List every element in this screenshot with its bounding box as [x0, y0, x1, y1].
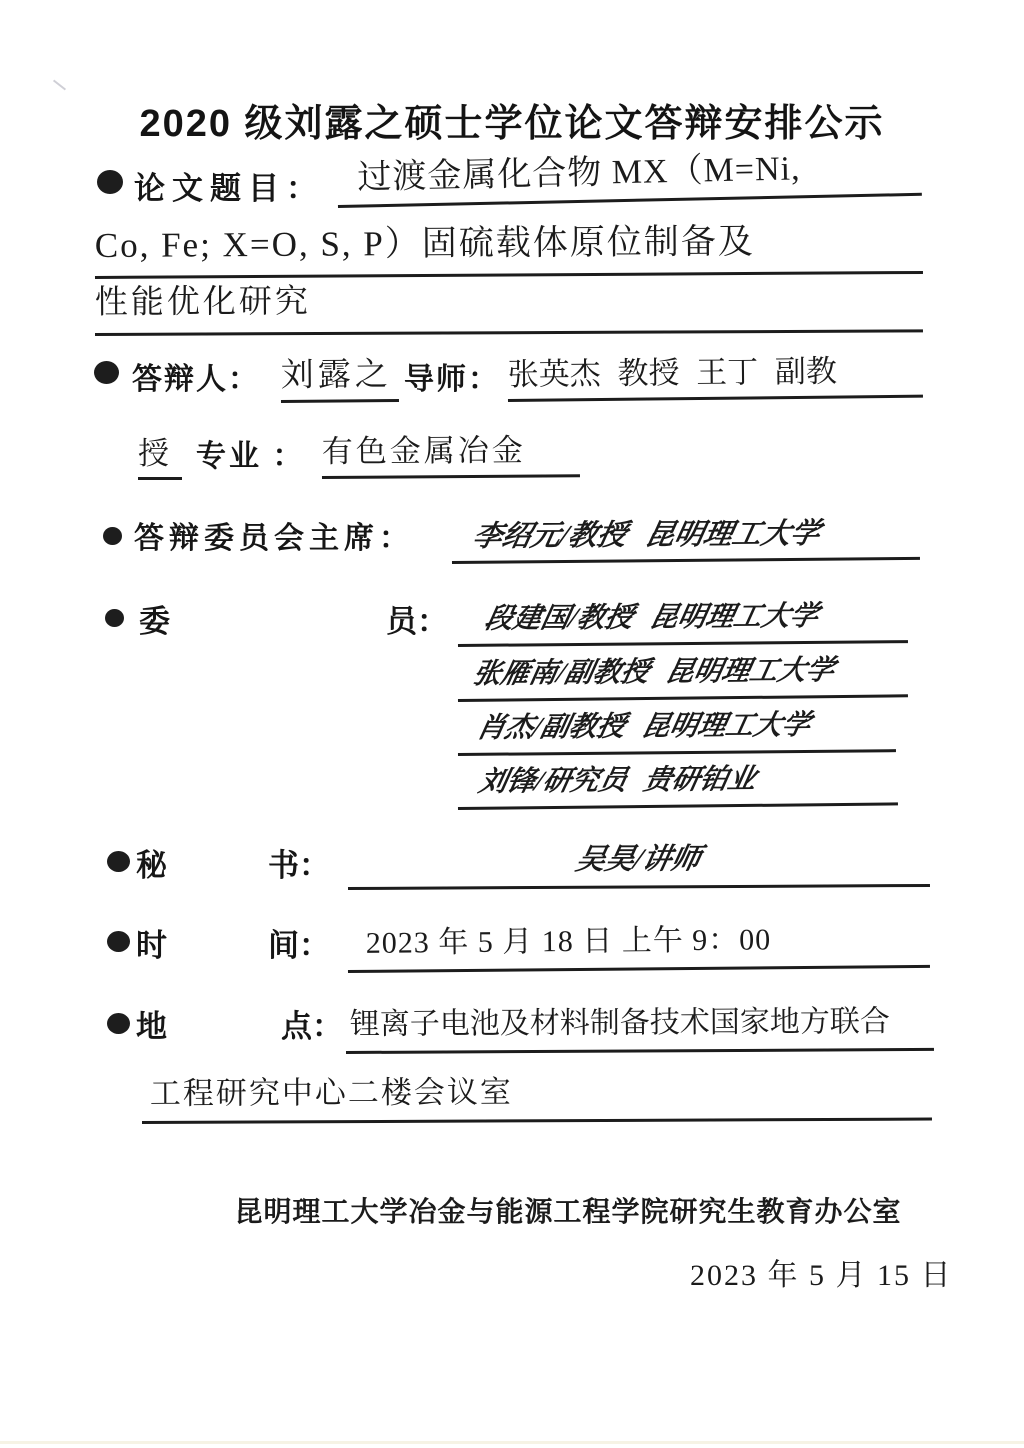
major-value: 有色金属冶金: [322, 424, 580, 479]
secretary-label-right: 书：: [268, 848, 330, 883]
defender-name: 刘露之: [281, 348, 399, 403]
place-line2: 工程研究中心二楼会议室: [142, 1065, 932, 1124]
thesis-title-line2: Co, Fe; X=O, S, P）固硫载体原位制备及: [95, 213, 923, 279]
thesis-title-label: 论文题目：: [134, 171, 324, 206]
member-label-left: 委: [139, 604, 170, 639]
time-label-right: 间：: [268, 928, 330, 963]
page-title: 2020 级刘露之硕士学位论文答辩安排公示: [139, 103, 885, 145]
scan-edge-artifact: [0, 1441, 1024, 1444]
committee-member-row: 张雁南/副教授 昆明理工大学: [457, 647, 907, 702]
supervisor-label: 导师：: [404, 363, 500, 396]
committee-member-row: 肖杰/副教授 昆明理工大学: [458, 702, 896, 756]
place-label-left: 地: [136, 1009, 167, 1044]
member-label-right: 员：: [386, 604, 448, 639]
supervisor-names: 张英杰 教授 王丁 副教: [507, 345, 923, 402]
bullet-icon: [94, 361, 119, 384]
secretary-value: 吴昊/讲师: [348, 835, 930, 890]
committee-chair-label: 答辩委员会主席：: [134, 522, 414, 555]
bullet-icon: [107, 851, 130, 872]
bullet-icon: [107, 931, 130, 952]
bullet-icon: [107, 1013, 130, 1034]
issue-date: 2023 年 5 月 15 日: [690, 1259, 953, 1292]
place-line1: 锂离子电池及材料制备技术国家地方联合: [346, 996, 934, 1054]
committee-member-row: 段建国/教授 昆明理工大学: [458, 593, 908, 647]
supervisor-continuation: 授: [138, 428, 182, 480]
bullet-icon: [105, 609, 124, 627]
scan-artifact-mark: [53, 80, 66, 91]
committee-member-row: 刘锋/研究员 贵研铂业: [457, 755, 897, 810]
bullet-icon: [97, 170, 123, 194]
place-label-right: 点：: [281, 1009, 343, 1044]
thesis-title-line3: 性能优化研究: [95, 272, 923, 336]
issuing-office: 昆明理工大学冶金与能源工程学院研究生教育办公室: [234, 1197, 902, 1228]
time-value: 2023 年 5 月 18 日 上午 9：00: [348, 913, 930, 973]
major-label: 专业 ：: [196, 440, 306, 473]
time-label-left: 时: [136, 928, 167, 963]
secretary-label-left: 秘: [136, 848, 167, 883]
committee-chair-value: 李绍元/教授 昆明理工大学: [452, 510, 920, 564]
bullet-icon: [103, 527, 122, 545]
thesis-title-line1: 过渡金属化合物 MX（M=Ni,: [337, 138, 922, 208]
defender-label: 答辩人：: [132, 363, 260, 396]
